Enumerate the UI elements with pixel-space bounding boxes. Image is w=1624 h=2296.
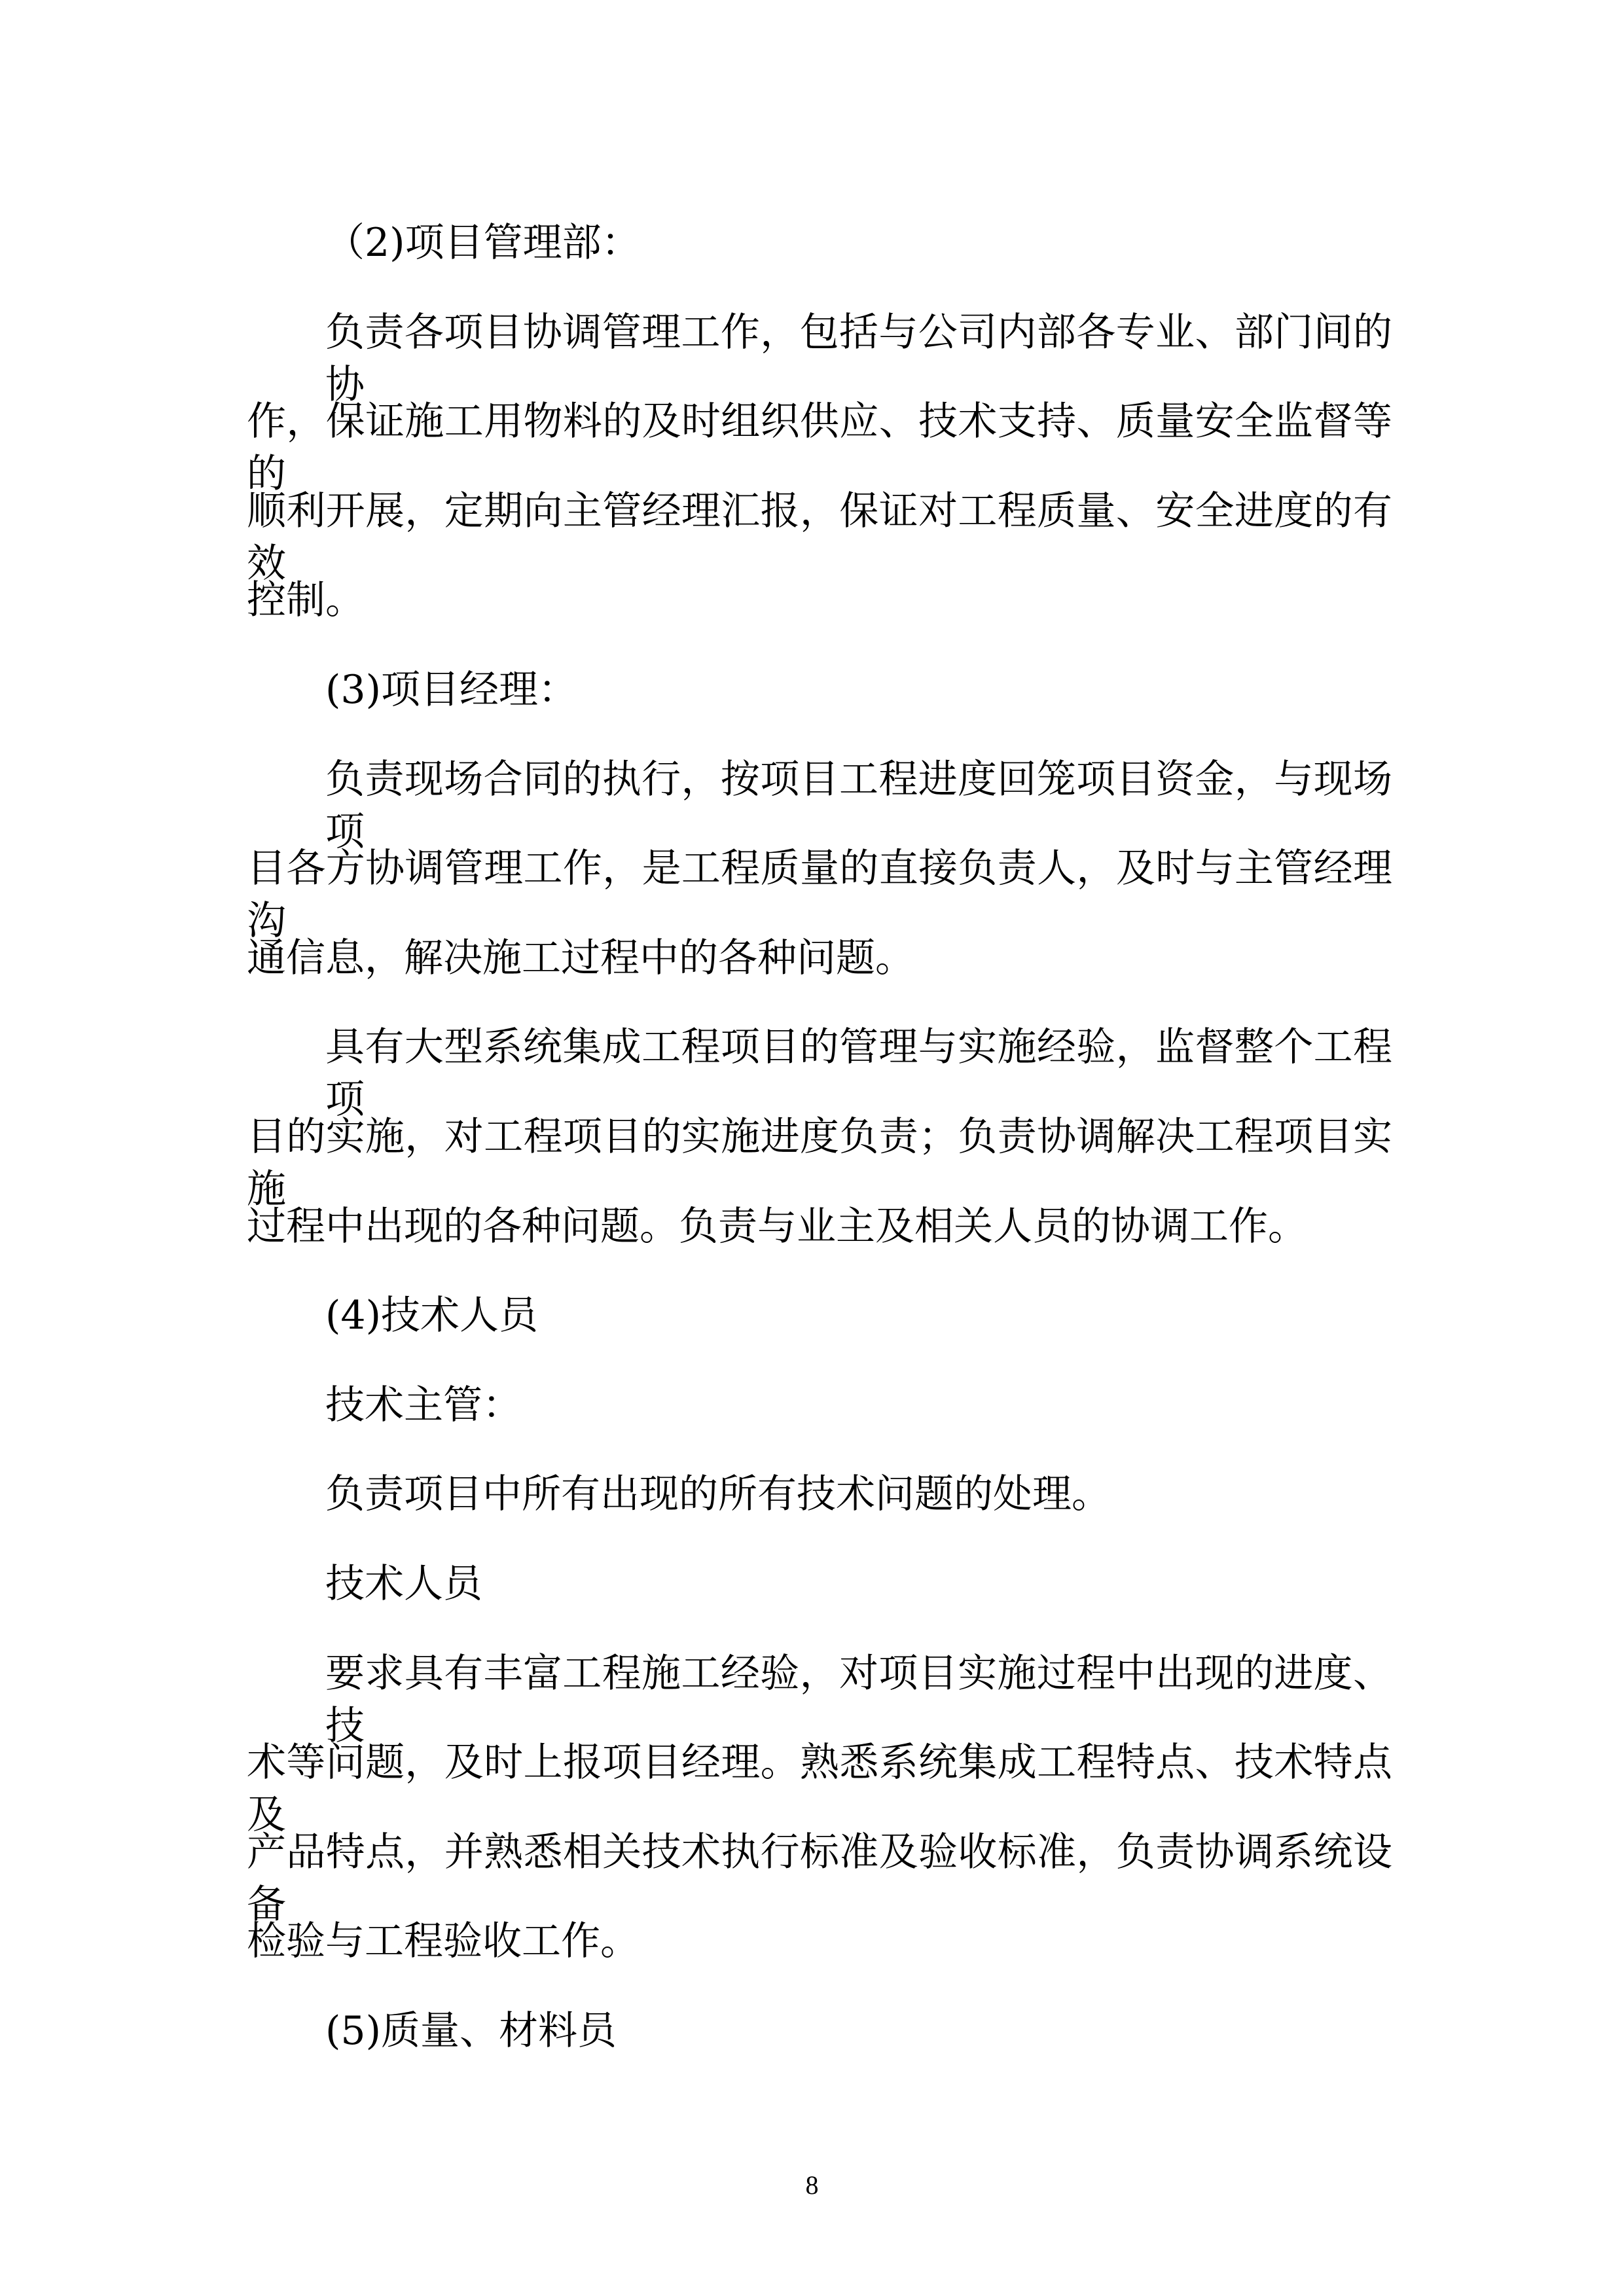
paragraph-line: 要求具有丰富工程施工经验，对项目实施过程中出现的进度、技 <box>325 1651 1392 1749</box>
paragraph-line: 通信息，解决施工过程中的各种问题。 <box>247 935 914 981</box>
paragraph-line: 控制。 <box>247 577 365 623</box>
paragraph-line: 具有大型系统集成工程项目的管理与实施经验，监督整个工程项 <box>325 1024 1392 1122</box>
heading-technical-staff: (4)技术人员 <box>325 1293 538 1338</box>
paragraph-line: 负责各项目协调管理工作，包括与公司内部各专业、部门间的协 <box>325 310 1392 408</box>
paragraph-line: 目各方协调管理工作，是工程质量的直接负责人，及时与主管经理沟 <box>247 846 1392 944</box>
subheading-technical-staff: 技术人员 <box>325 1561 482 1607</box>
heading-quality-materials-staff: (5)质量、材料员 <box>325 2008 617 2054</box>
paragraph-line: 顺利开展，定期向主管经理汇报，保证对工程质量、安全进度的有效 <box>247 488 1392 586</box>
paragraph-line: 术等问题，及时上报项目经理。熟悉系统集成工程特点、技术特点及 <box>247 1740 1392 1838</box>
paragraph-line: 产品特点，并熟悉相关技术执行标准及验收标准，负责协调系统设备 <box>247 1829 1392 1928</box>
paragraph-line: 负责项目中所有出现的所有技术问题的处理。 <box>325 1471 1111 1517</box>
paragraph-line: 作，保证施工用物料的及时组织供应、技术支持、质量安全监督等的 <box>247 399 1392 497</box>
heading-project-manager: (3)项目经理： <box>325 667 577 713</box>
subheading-technical-supervisor: 技术主管： <box>325 1382 522 1428</box>
paragraph-line: 过程中出现的各种问题。负责与业主及相关人员的协调工作。 <box>247 1204 1307 1249</box>
page-number: 8 <box>805 2170 819 2200</box>
paragraph-line: 目的实施，对工程项目的实施进度负责；负责协调解决工程项目实施 <box>247 1114 1392 1212</box>
paragraph-line: 检验与工程验收工作。 <box>247 1918 640 1964</box>
paragraph-line: 负责现场合同的执行，按项目工程进度回笼项目资金，与现场项 <box>325 757 1392 855</box>
heading-project-management-dept: （2)项目管理部： <box>325 220 641 266</box>
